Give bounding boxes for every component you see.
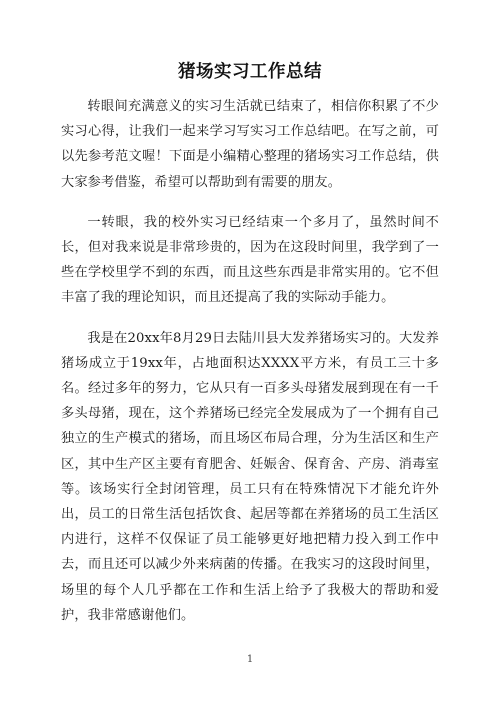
page-number: 1 (246, 654, 254, 665)
paragraph-farm-description: 我是在20xx年8月29日去陆川县大发养猪场实习的。大发养猪场成立于19xx年，占地面积达XXXX平方米，有员工三十多名。经过多年的努力，它从只有一百多头母猪发展到现在有一千多头母猪，现在，这个养猪场已经完全发展成为了一个拥有自己独立的生产模式的猪场，而且场区布局合理，分为生活区和生产区，其中生产区主要有育肥舍、妊娠舍、保育舍、产房、消毒室等。该场实行全封闭管理，员工只有在特殊情况下才能允许外出，员工的日常生活包括饮食、起居等都在养猪场的员工生活区内进行，这样不仅保证了员工能够更好地把精力投入到工作中去，而且还可以减少外来病菌的传播。在我实习的这段时间里，场里的每个人几乎都在工作和生活上给予了我极大的帮助和爱护，我非常感谢他们。 (61, 330, 439, 623)
paragraph-internship-summary: 一转眼，我的校外实习已经结束一个多月了，虽然时间不长，但对我来说是非常珍贵的，因为在这段时间里，我学到了一些在学校里学不到的东西，而且这些东西是非常实用的。它不但丰富了我的理论知识，而且还提高了我的实际动手能力。 (61, 214, 439, 306)
paragraph-intro: 转眼间充满意义的实习生活就已结束了，相信你积累了不少实习心得，让我们一起来学习写实习工作总结吧。在写之前，可以先参考范文喔！下面是小编精心整理的猪场实习工作总结，供大家参考借鉴，希望可以帮助到有需要的朋友。 (61, 99, 439, 190)
document-body (61, 94, 439, 643)
document-title: 猪场实习工作总结 (178, 62, 322, 82)
